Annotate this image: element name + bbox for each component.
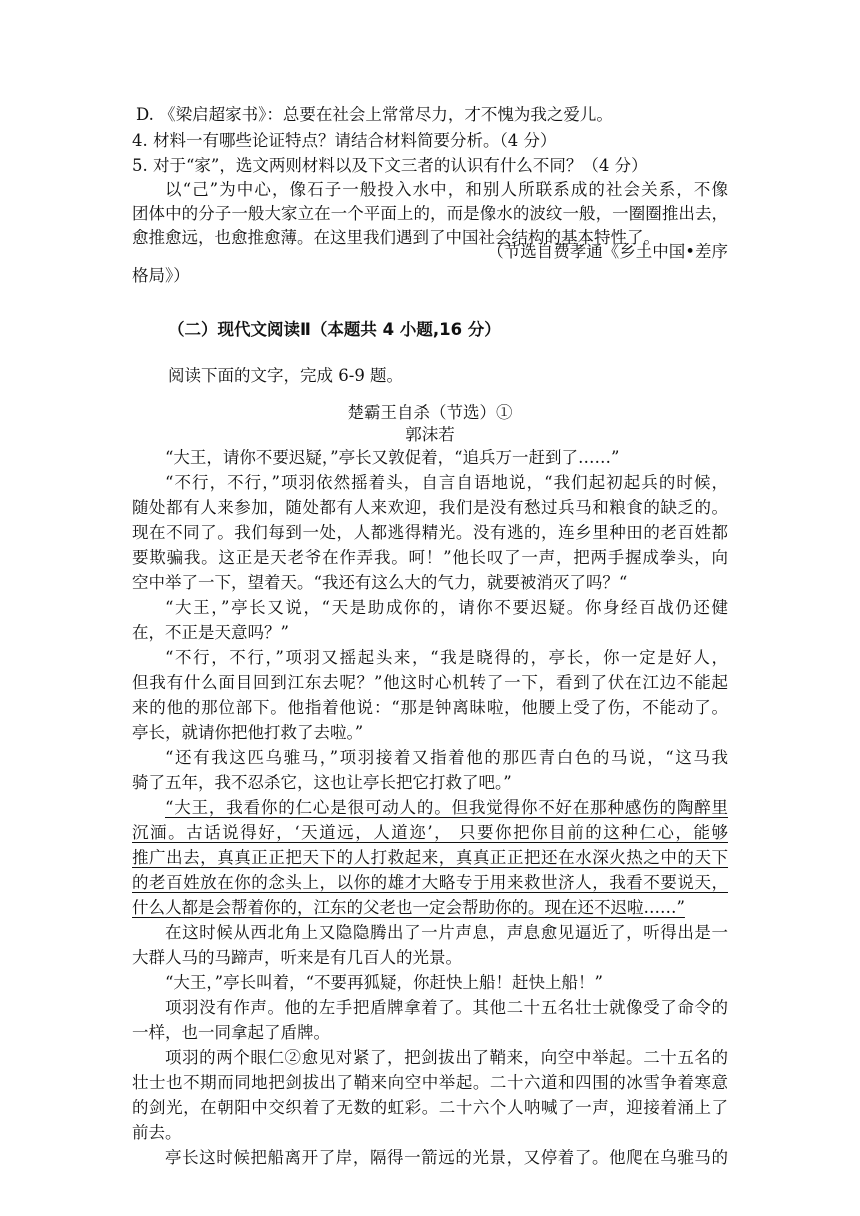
story-line: 现在不同了。我们每到一处，人都逃得精光。没有逃的，连乡里种田的老百姓都 [132, 523, 728, 542]
story-line: 一样，也一同拿起了盾牌。 [132, 1023, 330, 1042]
story-line: 来的他的那位部下。他指着他说：“那是钟离昧啦，他腰上受了伤，不能动了。 [132, 698, 728, 717]
reading-instruction: 阅读下面的文字，完成 6-9 题。 [168, 366, 404, 385]
underlined-passage-line: 什么人都是会帮着你的，江东的父老也一定会帮助你的。现在还不迟啦……” [132, 898, 685, 917]
article-author: 郭沫若 [405, 425, 455, 444]
story-line: 随处都有人来参加，随处都有人来欢迎，我们是没有愁过兵马和粮食的缺乏的。 [132, 498, 728, 517]
story-line: 项羽没有作声。他的左手把盾牌拿着了。其他二十五名壮士就像受了命令的 [165, 998, 728, 1017]
story-line: “还有我这匹乌骓马，”项羽接着又指着他的那匹青白色的马说，“这马我 [165, 748, 728, 767]
story-line: 的剑光，在朝阳中交织着了无数的虹彩。二十六个人呐喊了一声，迎接着涌上了 [132, 1098, 728, 1117]
story-line: 空中举了一下，望着天。“我还有这么大的气力，就要被消灭了吗？“ [132, 573, 628, 592]
option-d: D. 《梁启超家书》：总要在社会上常常尽力，才不愧为我之爱儿。 [136, 105, 613, 124]
question-4: 4. 材料一有哪些论证特点？请结合材料简要分析。（4 分） [132, 131, 557, 150]
section-heading: （二）现代文阅读Ⅱ（本题共 4 小题,16 分） [168, 320, 501, 339]
underlined-passage-line: 沉湎。古话说得好，‘天道远，人道迩’， 只要你把你目前的这种仁心，能够 [132, 823, 728, 842]
story-line: “大王，”亭长叫着，“不要再狐疑，你赶快上船！赶快上船！” [165, 973, 603, 992]
story-line: 大群人马的马蹄声，听来是有几百人的光景。 [132, 948, 462, 967]
story-line: 项羽的两个眼仁②愈见对紧了，把剑拔出了鞘来，向空中举起。二十五名的 [165, 1048, 728, 1067]
underlined-passage-line: 推广出去，真真正正把天下的人打救起来，真真正正把还在水深火热之中的天下 [132, 848, 728, 867]
story-line: 在，不正是天意吗？” [132, 623, 289, 642]
excerpt-line-1: 以“己”为中心，像石子一般投入水中，和别人所联系成的社会关系，不像 [165, 180, 728, 199]
excerpt-source-2: 格局》） [132, 266, 190, 285]
excerpt-source-1: （节选自费孝通《乡土中国•差序 [487, 242, 728, 261]
story-line: 骑了五年，我不忍杀它，这也让亭长把它打救了吧。” [132, 773, 512, 792]
story-line: 亭长这时候把船离开了岸，隔得一箭远的光景，又停着了。他爬在乌骓马的 [165, 1148, 728, 1167]
story-line: 亭长，就请你把他打救了去啦。” [132, 723, 364, 742]
excerpt-line-2: 团体中的分子一般大家立在一个平面上的，而是像水的波纹一般，一圈圈推出去， [132, 204, 728, 223]
story-line: “不行，不行，”项羽又摇起头来，“我是晓得的，亭长，你一定是好人， [165, 648, 728, 667]
article-title: 楚霸王自杀（节选）① [347, 403, 513, 422]
story-line: 在这时候从西北角上又隐隐腾出了一片声息，声息愈见逼近了，听得出是一 [165, 923, 728, 942]
story-line: “不行，不行，”项羽依然摇着头，自言自语地说，“我们起初起兵的时候， [165, 473, 728, 492]
question-5: 5. 对于“家”，选文两则材料以及下文三者的认识有什么不同？（4 分） [132, 156, 648, 175]
underlined-passage-line: 的老百姓放在你的念头上，以你的雄才大略专于用来救世济人，我看不要说天， [132, 873, 728, 892]
story-line: 壮士也不期而同地把剑拔出了鞘来向空中举起。二十六道和四围的冰雪争着寒意 [132, 1073, 728, 1092]
story-line: “大王，请你不要迟疑，”亭长又敦促着，“追兵万一赶到了……” [165, 448, 620, 467]
story-line: “大王，”亭长又说，“天是助成你的，请你不要迟疑。你身经百战仍还健 [165, 598, 728, 617]
story-line: 要欺骗我。这正是天老爷在作弄我。呵！”他长叹了一声，把两手握成拳头，向 [132, 548, 728, 567]
underlined-passage-line: “大王，我看你的仁心是很可动人的。但我觉得你不好在那种感伤的陶醉里 [165, 798, 728, 817]
story-line: 但我有什么面目回到江东去呢？”他这时心机转了一下，看到了伏在江边不能起 [132, 673, 728, 692]
story-line: 前去。 [132, 1123, 182, 1142]
excerpt-line-3: 愈推愈远，也愈推愈薄。在这里我们遇到了中国社会结构的基本特性了。 [132, 228, 660, 247]
